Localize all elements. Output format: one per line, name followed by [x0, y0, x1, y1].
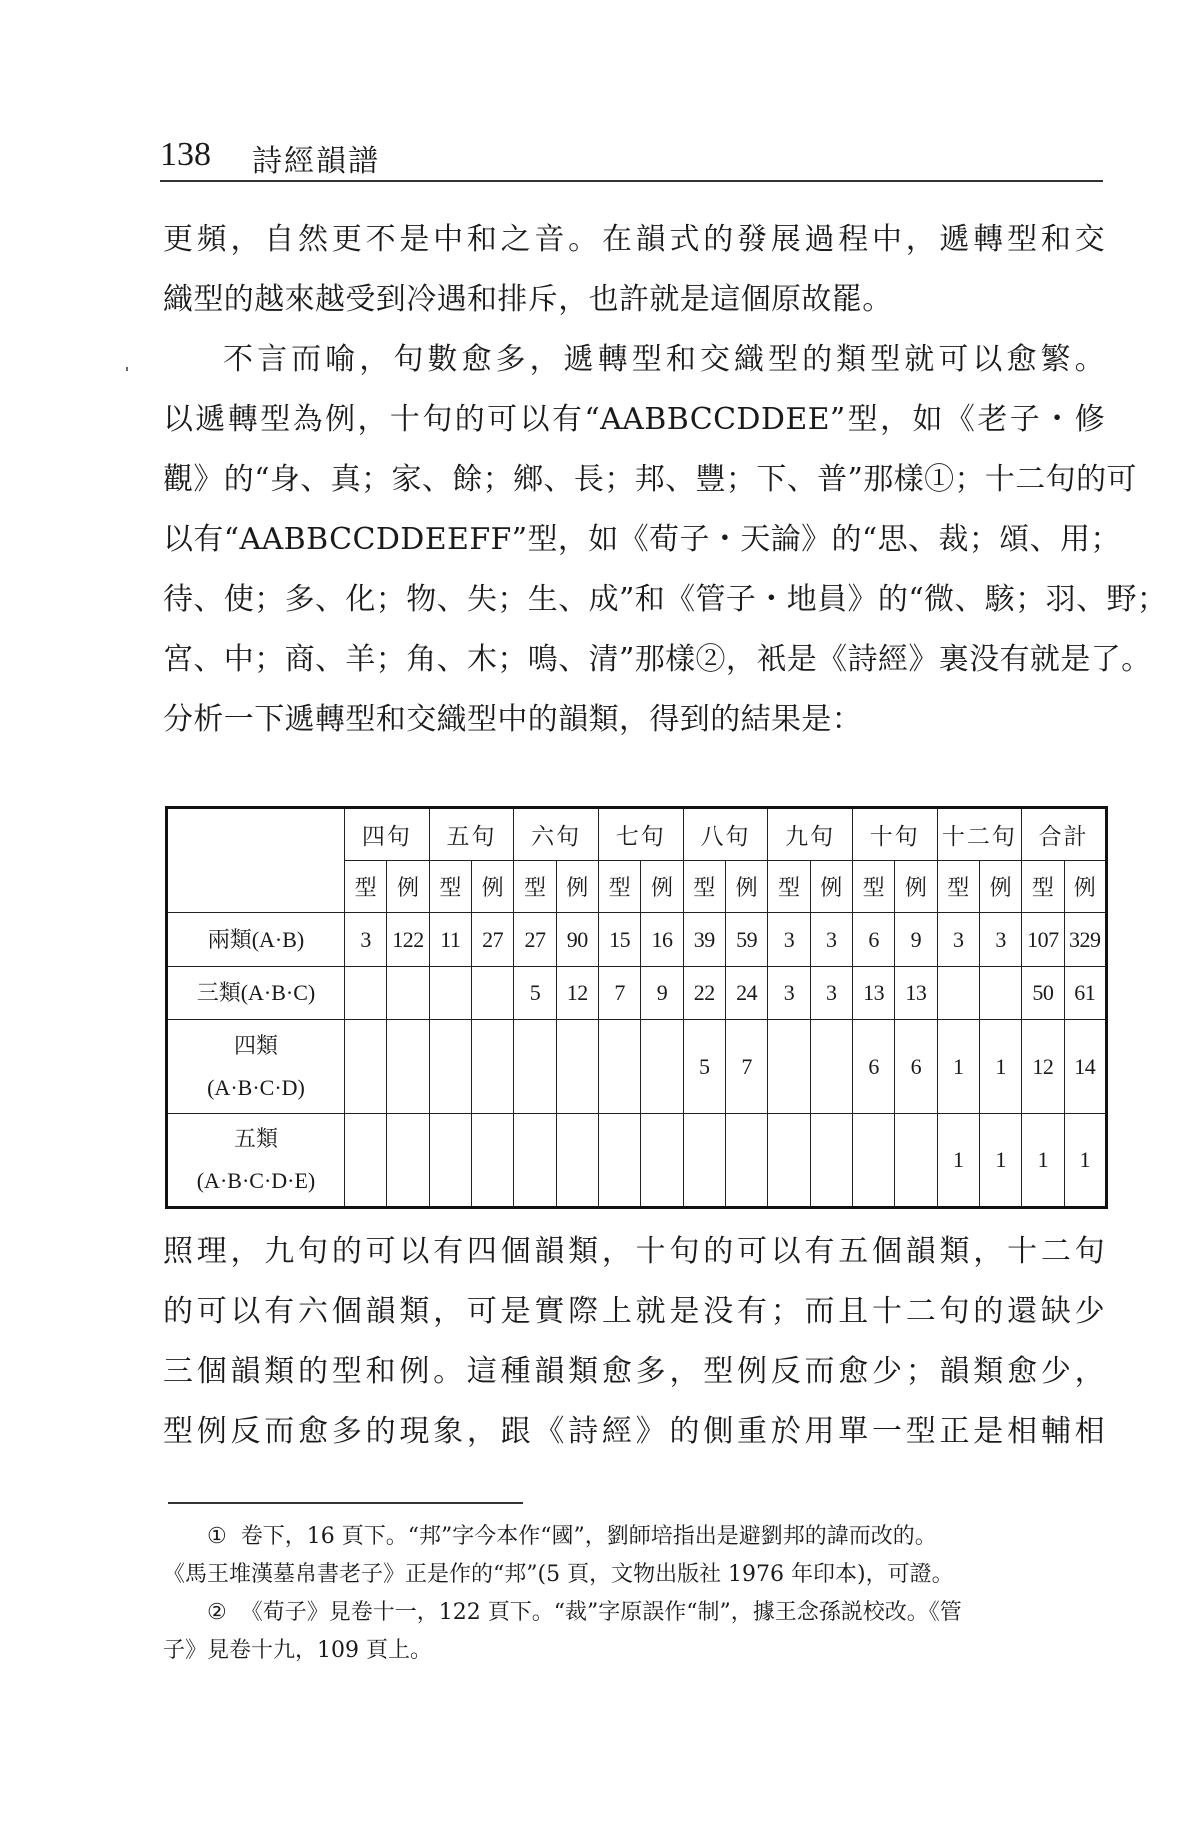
table-cell [768, 1114, 810, 1208]
page-number: 138 [160, 136, 211, 173]
table-cell: 9 [895, 913, 937, 967]
table-cell: 24 [725, 967, 767, 1020]
table-cell: 329 [1064, 913, 1106, 967]
row-label [167, 1020, 345, 1114]
table-cell [768, 1020, 810, 1114]
column-group-header: 合計 [1022, 808, 1107, 861]
sub-header-type: 型 [852, 861, 894, 913]
text-line: 觀》的“身、真；家、餘；鄉、長；邦、豐；下、普”那樣①；十二句的可 [163, 462, 1137, 497]
table-cell [514, 1114, 556, 1208]
row-label-line: (A·B·C·D) [207, 1074, 305, 1100]
table-cell: 14 [1064, 1020, 1106, 1114]
table-cell [471, 1020, 513, 1114]
table-cell [429, 967, 471, 1020]
table-cell [641, 1114, 683, 1208]
scan-speck [126, 367, 128, 371]
footnote-text: 子》見卷十九，109 頁上。 [163, 1638, 432, 1663]
column-group-header: 四句 [345, 808, 430, 861]
sub-header-type: 型 [345, 861, 387, 913]
footnote-separator [168, 1502, 523, 1504]
sub-header-example: 例 [471, 861, 513, 913]
table-cell: 3 [810, 913, 852, 967]
table-cell [937, 967, 979, 1020]
rhyme-category-table [165, 806, 1108, 1206]
table-cell: 12 [1022, 1020, 1064, 1114]
table-cell [345, 967, 387, 1020]
table-cell [471, 1114, 513, 1208]
table-cell: 59 [725, 913, 767, 967]
table-cell: 7 [725, 1020, 767, 1114]
table-cell: 3 [768, 913, 810, 967]
sub-header-example: 例 [641, 861, 683, 913]
table-cell [598, 1114, 640, 1208]
table-cell: 5 [683, 1020, 725, 1114]
sub-header-example: 例 [725, 861, 767, 913]
text-line: 照理，九句的可以有四個韻類，十句的可以有五個韻類，十二句 [163, 1234, 1105, 1269]
table-cell [852, 1114, 894, 1208]
text-line: 的可以有六個韻類，可是實際上就是没有；而且十二句的還缺少 [163, 1294, 1105, 1329]
column-group-header: 九句 [768, 808, 853, 861]
text-line: 以遞轉型為例，十句的可以有“AABBCCDDEE”型，如《老子・修 [163, 402, 1105, 437]
table-cell [345, 1020, 387, 1114]
footnote-marker: ① [207, 1524, 227, 1549]
table-cell: 39 [683, 913, 725, 967]
table-cell: 122 [387, 913, 429, 967]
table-row [167, 1114, 1107, 1208]
table-cell: 7 [598, 967, 640, 1020]
row-label [167, 967, 345, 1020]
text-line: 待、使；多、化；物、失；生、成”和《管子・地員》的“微、駭；羽、野； [163, 582, 1168, 617]
table-row [167, 1020, 1107, 1114]
table-cell: 9 [641, 967, 683, 1020]
sub-header-type: 型 [598, 861, 640, 913]
text-line: 分析一下遞轉型和交織型中的韻類，得到的結果是： [163, 702, 863, 737]
footnote-2 [163, 1594, 1105, 1670]
column-group-header: 七句 [598, 808, 683, 861]
table-cell [725, 1114, 767, 1208]
table-cell: 61 [1064, 967, 1106, 1020]
sub-header-type: 型 [429, 861, 471, 913]
table-cell [556, 1020, 598, 1114]
footnotes [163, 1518, 1105, 1670]
table-cell: 90 [556, 913, 598, 967]
table-cell: 1 [937, 1020, 979, 1114]
row-label-line: 兩類(A·B) [207, 926, 305, 952]
table-cell: 3 [979, 913, 1021, 967]
table-cell [471, 967, 513, 1020]
table-cell [641, 1020, 683, 1114]
table-cell [810, 1020, 852, 1114]
text-line: 不言而喻，句數愈多，遞轉型和交織型的類型就可以愈繁。 [223, 342, 1105, 377]
table-cell: 1 [937, 1114, 979, 1208]
table-cell: 13 [895, 967, 937, 1020]
header-rule [160, 180, 1103, 182]
row-label-line: 四類 [233, 1032, 278, 1058]
sub-header-type: 型 [514, 861, 556, 913]
table-cell: 107 [1022, 913, 1064, 967]
table-cell: 22 [683, 967, 725, 1020]
table-cell: 3 [937, 913, 979, 967]
row-label-line: 五類 [233, 1126, 278, 1151]
row-label [167, 1114, 345, 1208]
table-cell [429, 1114, 471, 1208]
row-label-line: (A·B·C·D·E) [196, 1168, 316, 1193]
sub-header-type: 型 [768, 861, 810, 913]
table-corner-cell [167, 808, 345, 913]
row-label-line: 三類(A·B·C) [196, 980, 316, 1005]
table-cell: 50 [1022, 967, 1064, 1020]
book-title: 詩經韻譜 [252, 144, 380, 179]
table-cell [387, 1114, 429, 1208]
table-cell: 12 [556, 967, 598, 1020]
text-line: 型例反而愈多的現象，跟《詩經》的側重於用單一型正是相輔相 [163, 1414, 1105, 1449]
table-cell: 3 [768, 967, 810, 1020]
table-row [167, 967, 1107, 1020]
table-cell: 15 [598, 913, 640, 967]
table-cell [979, 967, 1021, 1020]
footnote-1 [163, 1518, 1105, 1594]
table-cell [810, 1114, 852, 1208]
table-cell: 3 [345, 913, 387, 967]
paragraph-2 [163, 330, 1168, 750]
table-cell: 1 [1022, 1114, 1064, 1208]
table-cell: 16 [641, 913, 683, 967]
table-cell [387, 1020, 429, 1114]
running-header [160, 132, 1103, 188]
footnote-text: 《荀子》見卷十一，122 頁下。“裁”字原誤作“制”，據王念孫説校改。《管 [240, 1600, 962, 1625]
table-cell: 13 [852, 967, 894, 1020]
column-group-header: 五句 [429, 808, 514, 861]
paragraph-1 [163, 210, 1105, 330]
table-cell [387, 967, 429, 1020]
sub-header-example: 例 [1064, 861, 1106, 913]
text-line: 三個韻類的型和例。這種韻類愈多，型例反而愈少；韻類愈少， [163, 1354, 1105, 1389]
table-cell: 1 [1064, 1114, 1106, 1208]
text-line: 更頻，自然更不是中和之音。在韻式的發展過程中，遞轉型和交 [163, 222, 1105, 257]
table-cell [598, 1020, 640, 1114]
table-cell [345, 1114, 387, 1208]
table-row [167, 913, 1107, 967]
table-cell [429, 1020, 471, 1114]
column-group-header: 六句 [514, 808, 599, 861]
sub-header-example: 例 [556, 861, 598, 913]
footnote-text: 《馬王堆漢墓帛書老子》正是作的“邦”(5 頁，文物出版社 1976 年印本)，可證。 [163, 1562, 954, 1587]
text-line: 以有“AABBCCDDEEFF”型，如《荀子・天論》的“思、裁；頌、用； [163, 522, 1121, 557]
text-line: 織型的越來越受到冷遇和排斥，也許就是這個原故罷。 [163, 282, 893, 317]
table-cell: 27 [514, 913, 556, 967]
table-cell: 27 [471, 913, 513, 967]
sub-header-type: 型 [937, 861, 979, 913]
table-cell: 5 [514, 967, 556, 1020]
table-cell: 1 [979, 1020, 1021, 1114]
sub-header-example: 例 [979, 861, 1021, 913]
footnote-text: 卷下，16 頁下。“邦”字今本作“國”，劉師培指出是避劉邦的諱而改的。 [240, 1524, 937, 1549]
table-cell: 3 [810, 967, 852, 1020]
sub-header-example: 例 [895, 861, 937, 913]
table-cell: 6 [852, 1020, 894, 1114]
footnote-marker: ② [207, 1600, 227, 1625]
row-label [167, 913, 345, 967]
sub-header-example: 例 [387, 861, 429, 913]
column-group-header: 十句 [852, 808, 937, 861]
table-cell: 11 [429, 913, 471, 967]
table-cell: 6 [895, 1020, 937, 1114]
column-group-header: 十二句 [937, 808, 1022, 861]
sub-header-example: 例 [810, 861, 852, 913]
sub-header-type: 型 [683, 861, 725, 913]
table-cell [683, 1114, 725, 1208]
column-group-header: 八句 [683, 808, 768, 861]
table-cell: 6 [852, 913, 894, 967]
table-cell [514, 1020, 556, 1114]
table-cell [895, 1114, 937, 1208]
text-line: 宮、中；商、羊；角、木；鳴、清”那樣②，衹是《詩經》裏没有就是了。 [163, 642, 1152, 677]
table-cell [556, 1114, 598, 1208]
paragraph-3 [163, 1222, 1105, 1462]
sub-header-type: 型 [1022, 861, 1064, 913]
table-cell: 1 [979, 1114, 1021, 1208]
